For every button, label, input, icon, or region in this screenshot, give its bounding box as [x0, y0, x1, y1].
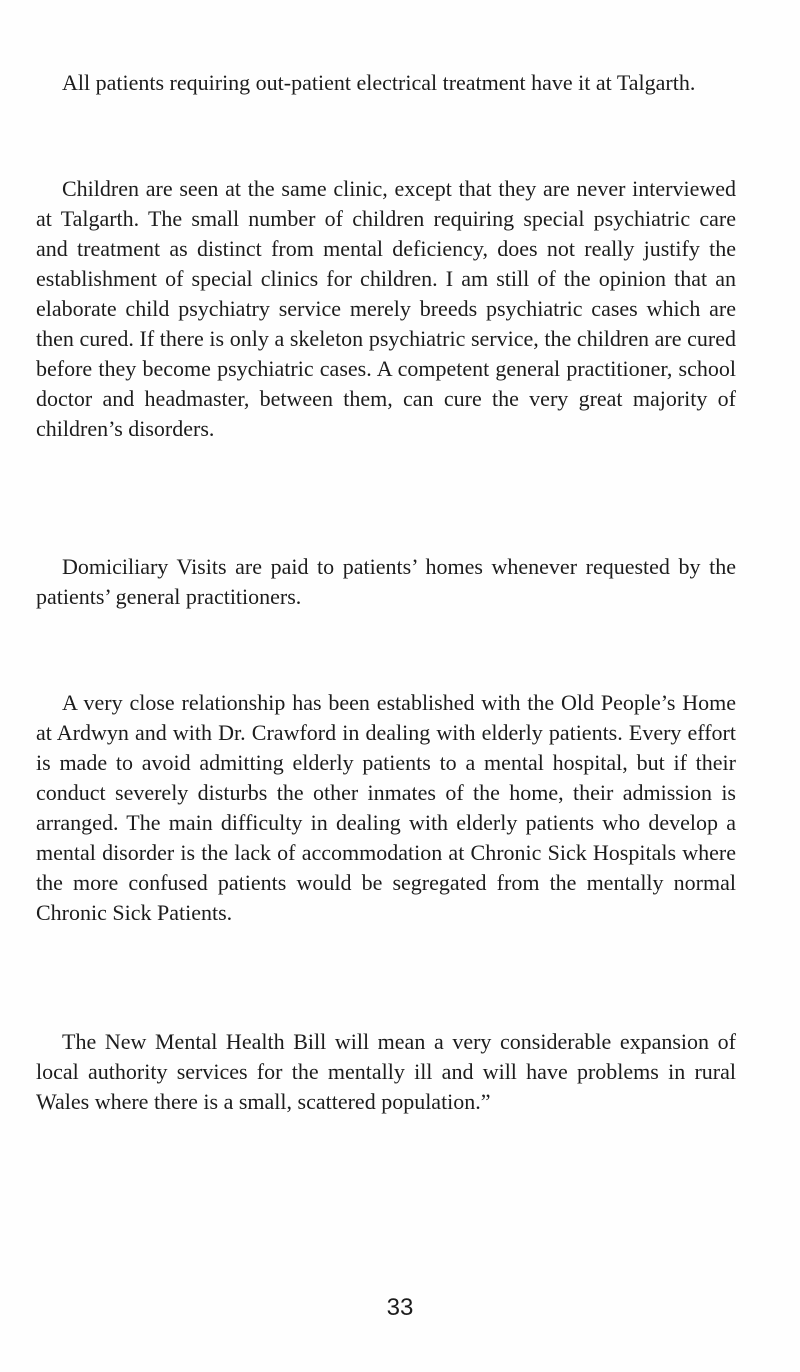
- page-number: 33: [386, 1294, 414, 1321]
- paragraph-mental-health-bill: The New Mental Health Bill will mean a very considerable expansion of local authority services for the mentally ill and will have problems in rural Wales where there is a small, scattered population.”: [36, 1029, 736, 1114]
- paragraph-electrical-treatment: All patients requiring out-patient electrical treatment have it at Talgarth.: [62, 70, 696, 95]
- paragraph-elderly-patients: A very close relationship has been established with the Old People’s Home at Ardwyn and with Dr. Crawford in dealing with elderly patients. Every effort is made to avoid admitting elderly patients to a mental hospital, but if their conduct severely disturbs the other inmates of the home, their admission is arranged. The main difficulty in dealing with elderly patients who develop a mental disorder is the lack of accommodation at Chronic Sick Hospitals where the more confused patients would be segregated from the mentally normal Chronic Sick Patients.: [36, 690, 736, 925]
- paragraph-children-clinic: Children are seen at the same clinic, except that they are never interviewed at Talgarth. The small number of children requiring special psychiatric care and treatment as distinct from mental deficiency, does not really justify the establishment of special clinics for children. I am still of the opinion that an elaborate child psychiatry service merely breeds psychiatric cases which are then cured. If there is only a skeleton psychiatric service, the children are cured before they become psychiatric cases. A competent general practitioner, school doctor and headmaster, between them, can cure the very great majority of children’s disorders.: [36, 176, 736, 441]
- paragraph-domiciliary-visits: Domiciliary Visits are paid to patients’ homes whenever requested by the patients’ general practitioners.: [36, 554, 736, 609]
